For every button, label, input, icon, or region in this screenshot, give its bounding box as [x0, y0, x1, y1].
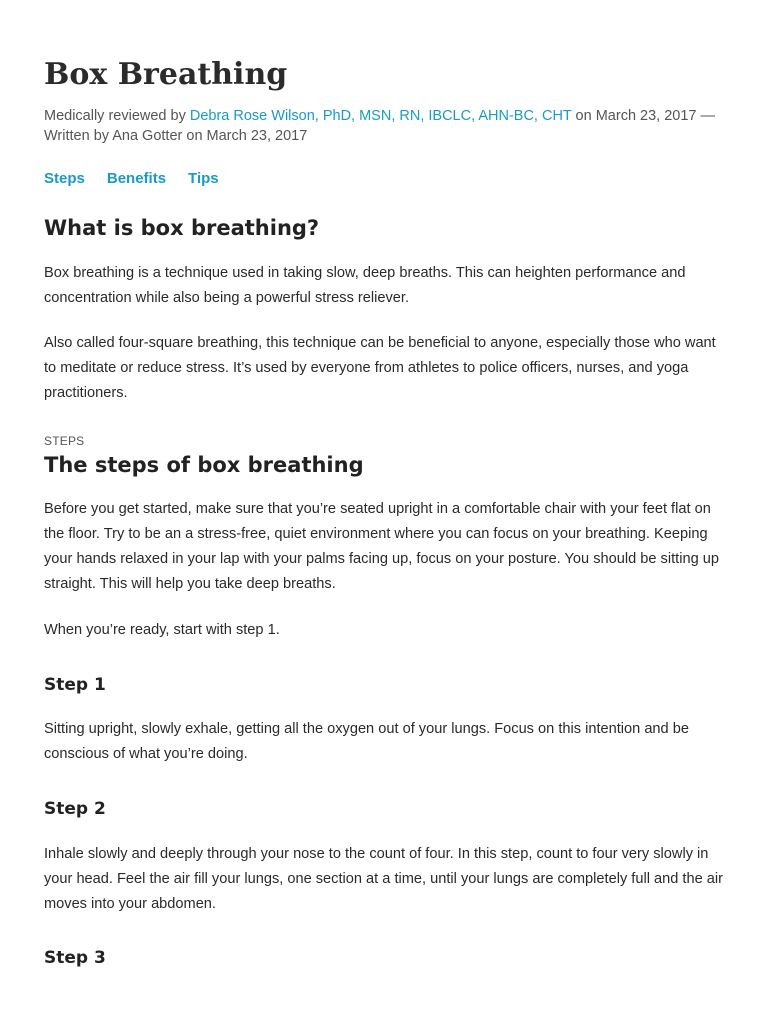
section-heading-what-is: What is box breathing?	[44, 216, 320, 240]
byline	[44, 106, 724, 146]
step-2-text: Inhale slowly and deeply through your nose to the count of four. In this step, count to four very slowly in your head. Feel the air fill your lungs, one section at a time, until your lungs are completely full and the air moves into your abdomen.	[44, 846, 723, 912]
nav-link-benefits[interactable]: Benefits	[106, 170, 167, 187]
intro-paragraph-2: Also called four-square breathing, this technique can be beneficial to anyone, especially those who want to meditate or reduce stress. It’s used by everyone from athletes to police officers, nurses, and yoga practitioners.	[44, 335, 716, 401]
intro-paragraph-1: Box breathing is a technique used in taking slow, deep breaths. This can heighten performance and concentration while also being a powerful stress reliever.	[44, 265, 686, 306]
steps-paragraph-2: When you’re ready, start with step 1.	[44, 622, 280, 638]
nav-link-tips[interactable]: Tips	[188, 170, 219, 187]
nav-link-steps[interactable]: Steps	[44, 170, 85, 187]
page-title: Box Breathing	[44, 57, 288, 92]
step-1-heading: Step 1	[44, 675, 106, 695]
byline-dates: on March 23, 2017 — Written by Ana Gotter on March 23, 2017	[44, 108, 716, 144]
step-1-text: Sitting upright, slowly exhale, getting all the oxygen out of your lungs. Focus on this intention and be conscious of what you’re doing.	[44, 721, 689, 762]
steps-paragraph-1: Before you get started, make sure that you’re seated upright in a comfortable chair with your feet flat on the floor. Try to be an a stress-free, quiet environment where you can focus on your breathing. Keeping your hands relaxed in your lap with your palms facing up, focus on your posture. You should be sitting up straight. This will help you take deep breaths.	[44, 501, 719, 592]
step-3-heading: Step 3	[44, 948, 106, 968]
section-eyebrow-steps: STEPS	[44, 434, 85, 448]
reviewer-link[interactable]: Debra Rose Wilson, PhD, MSN, RN, IBCLC, AHN-BC, CHT	[189, 108, 572, 124]
section-heading-steps: The steps of box breathing	[44, 453, 364, 477]
byline-prefix: Medically reviewed by	[44, 108, 190, 124]
step-2-heading: Step 2	[44, 799, 106, 819]
jump-links	[44, 168, 219, 190]
